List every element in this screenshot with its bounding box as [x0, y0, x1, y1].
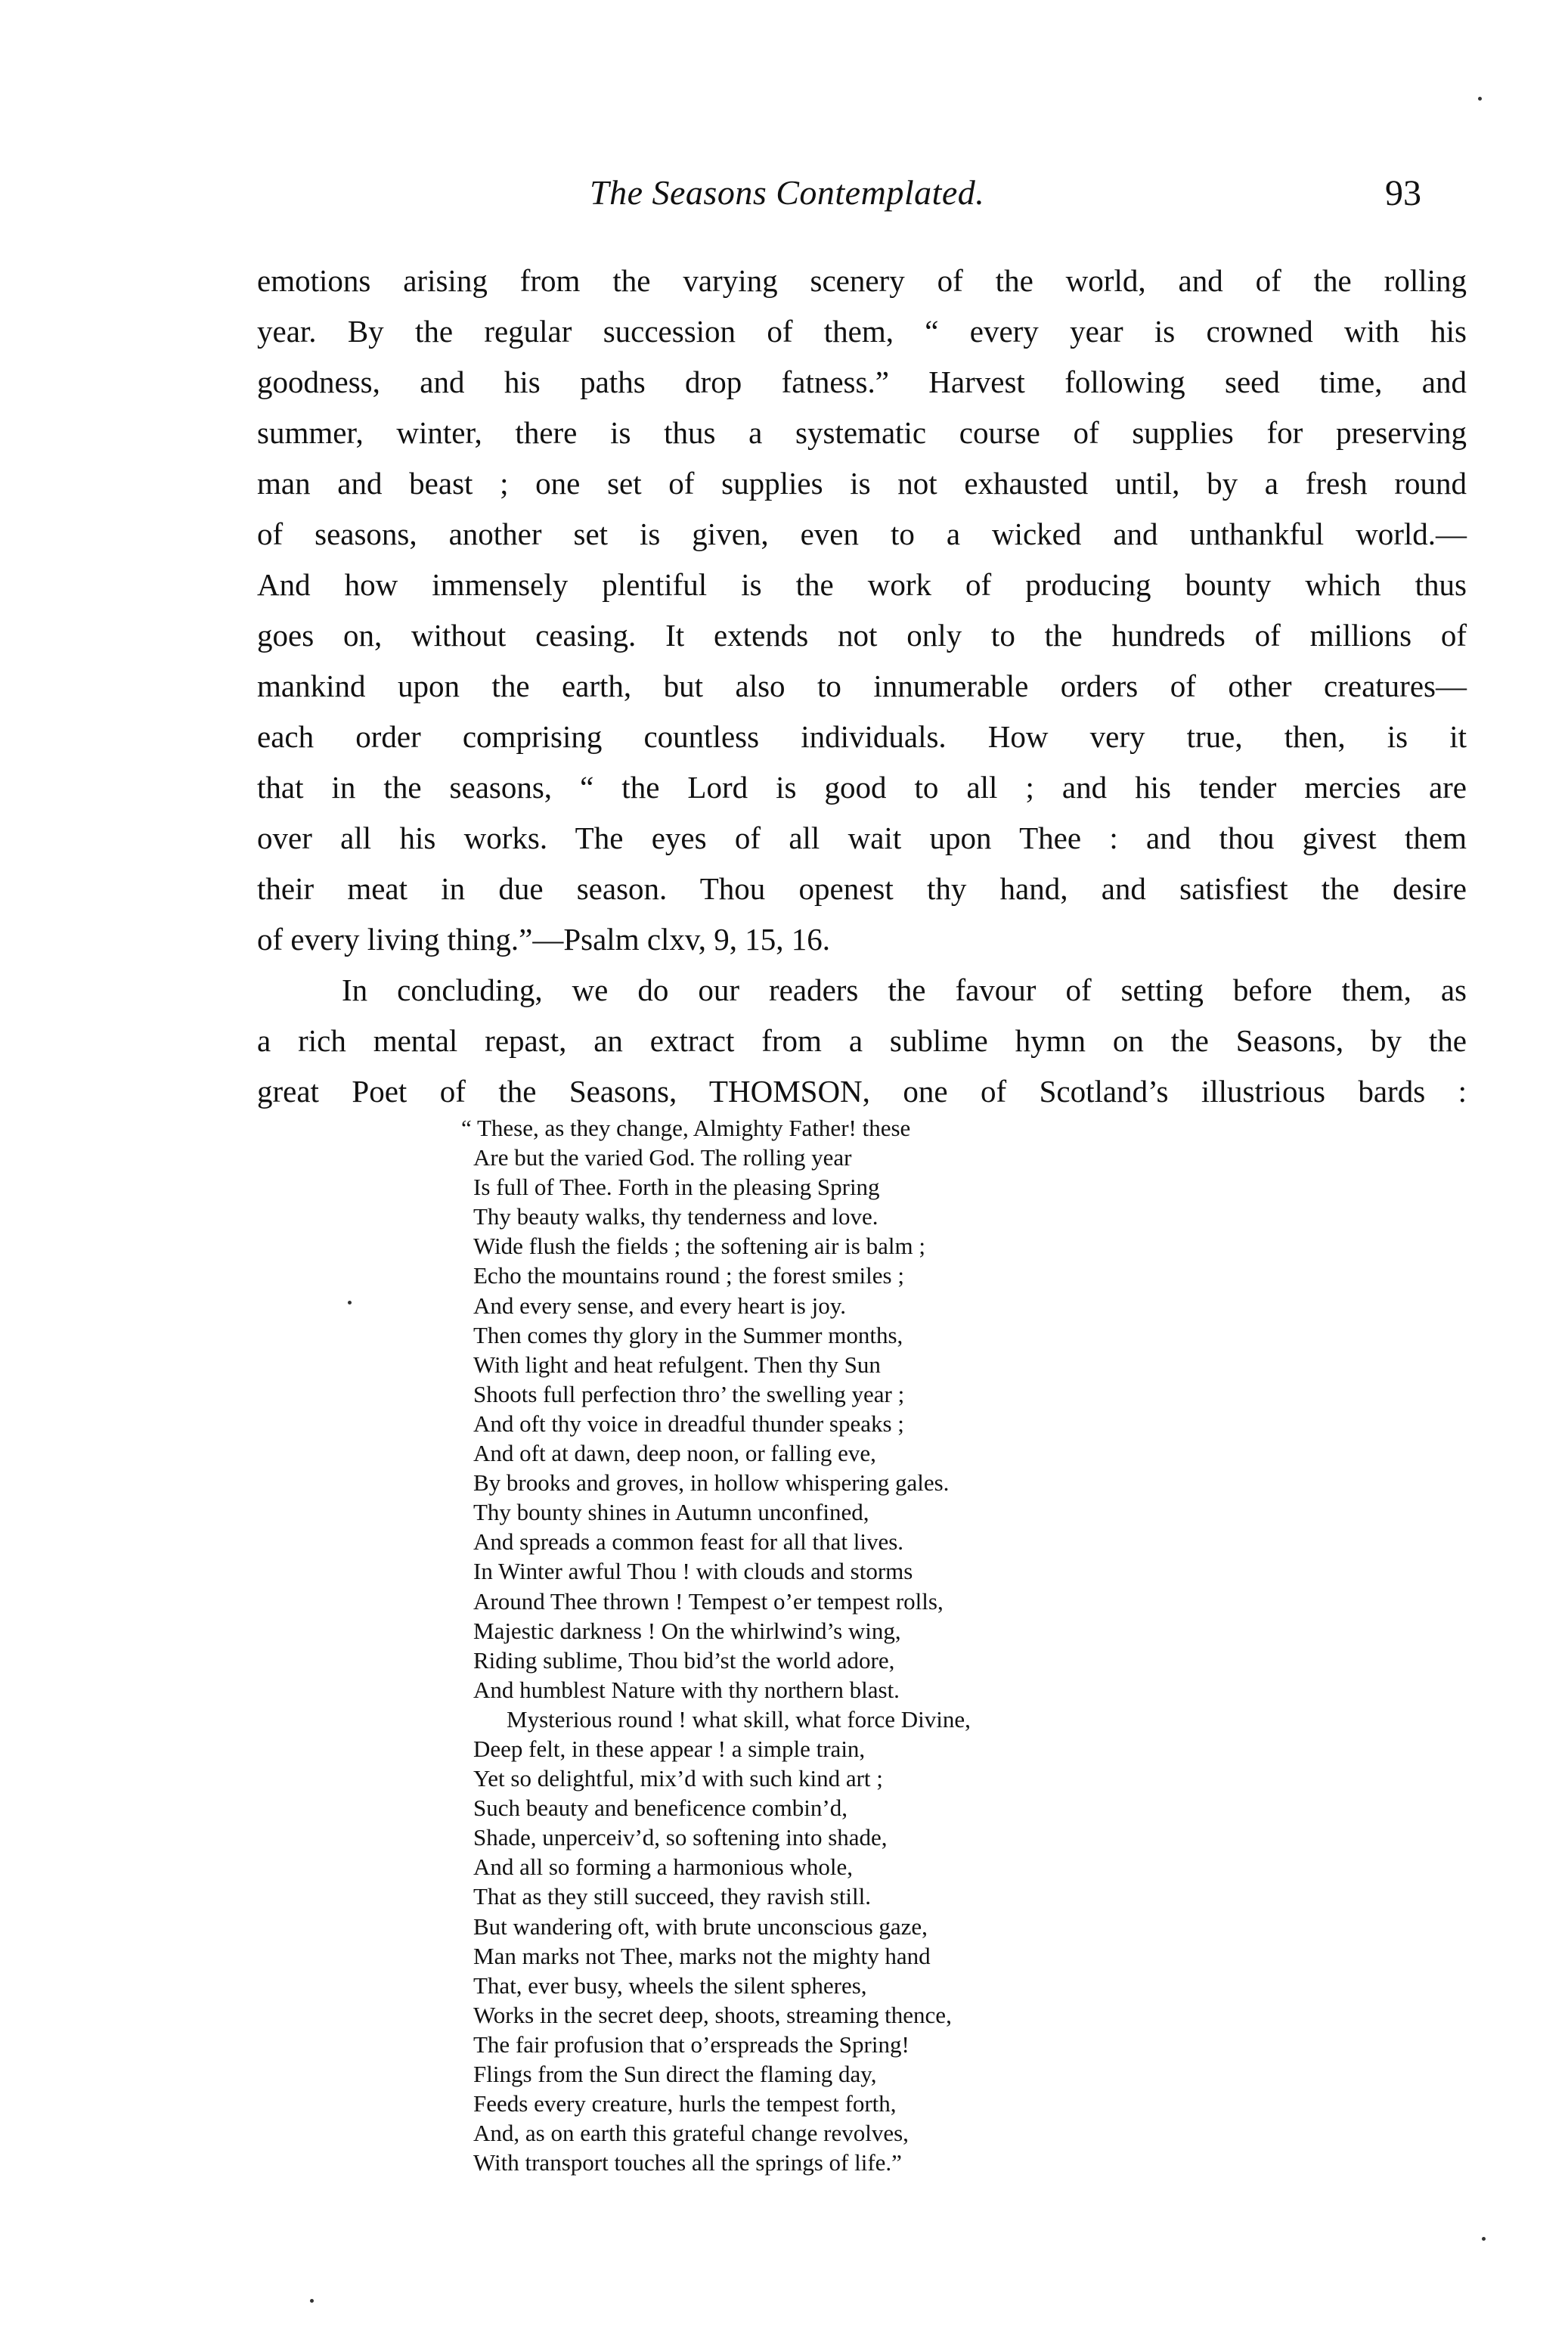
- prose-line: great Poet of the Seasons, THOMSON, one of Scotland’s illustrious bards :: [257, 1074, 1467, 1109]
- poem-line: Shade, unperceiv’d, so softening into shade,: [473, 1824, 888, 1851]
- prose-line: summer, winter, there is thus a systematic course of supplies for preserving: [257, 415, 1467, 450]
- prose-line: their meat in due season. Thou openest thy hand, and satisfiest the desire: [257, 871, 1467, 906]
- poem-extract: [461, 1113, 1305, 2177]
- poem-line: And every sense, and every heart is joy.: [473, 1292, 846, 1319]
- poem-line: And, as on earth this grateful change revolves,: [473, 2120, 909, 2147]
- poem-line: Flings from the Sun direct the flaming day,: [473, 2061, 877, 2087]
- poem-line: Yet so delightful, mix’d with such kind art ;: [473, 1765, 883, 1792]
- prose-line: of every living thing.”—Psalm clxv, 9, 15, 16.: [257, 922, 831, 957]
- prose-line: And how immensely plentiful is the work of producing bounty which thus: [257, 567, 1467, 602]
- poem-line: With light and heat refulgent. Then thy Sun: [473, 1351, 881, 1378]
- poem-line: And all so forming a harmonious whole,: [473, 1854, 853, 1881]
- poem-line: Shoots full perfection thro’ the swelling year ;: [473, 1380, 905, 1407]
- prose-body: [257, 256, 1467, 1117]
- poem-line: Echo the mountains round ; the forest smiles ;: [473, 1262, 904, 1289]
- scan-speck: [1478, 97, 1482, 101]
- prose-line: mankind upon the earth, but also to innumerable orders of other creatures—: [257, 669, 1467, 703]
- scan-speck: [1482, 2237, 1486, 2241]
- poem-line: With transport touches all the springs of life.”: [473, 2149, 902, 2176]
- prose-line: goodness, and his paths drop fatness.” Harvest following seed time, and: [257, 365, 1467, 399]
- poem-line: Works in the secret deep, shoots, streaming thence,: [473, 2001, 952, 2028]
- poem-line: Wide flush the fields ; the softening air is balm ;: [473, 1233, 925, 1260]
- poem-line: And oft thy voice in dreadful thunder speaks ;: [473, 1410, 904, 1437]
- poem-line: Are but the varied God. The rolling year: [473, 1144, 852, 1171]
- poem-line: That, ever busy, wheels the silent spheres,: [473, 1971, 867, 1999]
- prose-line: In concluding, we do our readers the favour of setting before them, as: [342, 973, 1467, 1007]
- poem-line: Majestic darkness ! On the whirlwind’s wing,: [473, 1617, 901, 1644]
- poem-line: That as they still succeed, they ravish still.: [473, 1883, 872, 1910]
- prose-line: emotions arising from the varying scenery of the world, and of the rolling: [257, 263, 1467, 298]
- poem-line: In Winter awful Thou ! with clouds and storms: [473, 1558, 913, 1585]
- poem-line: Feeds every creature, hurls the tempest forth,: [473, 2090, 897, 2117]
- poem-line: But wandering oft, with brute unconscious gaze,: [473, 1913, 928, 1940]
- prose-line: year. By the regular succession of them, “ every year is crowned with his: [257, 314, 1467, 349]
- poem-line: And oft at dawn, deep noon, or falling eve,: [473, 1440, 876, 1467]
- page-number: 93: [1385, 173, 1421, 213]
- prose-line: man and beast ; one set of supplies is not exhausted until, by a fresh round: [257, 466, 1467, 501]
- poem-line: Man marks not Thee, marks not the mighty hand: [473, 1942, 931, 1969]
- poem-line: Deep felt, in these appear ! a simple train,: [473, 1735, 866, 1762]
- poem-line: “ These, as they change, Almighty Father! these: [461, 1115, 911, 1141]
- poem-line: Thy beauty walks, thy tenderness and love.: [473, 1203, 879, 1230]
- poem-line: Then comes thy glory in the Summer months,: [473, 1321, 903, 1348]
- poem-line: Such beauty and beneficence combin’d,: [473, 1795, 848, 1822]
- poem-line: Mysterious round ! what skill, what force Divine,: [507, 1705, 971, 1733]
- poem-line: Is full of Thee. Forth in the pleasing Spring: [473, 1174, 880, 1201]
- prose-line: of seasons, another set is given, even to a wicked and unthankful world.—: [257, 517, 1467, 551]
- prose-line: over all his works. The eyes of all wait upon Thee : and thou givest them: [257, 821, 1467, 855]
- poem-line: Thy bounty shines in Autumn unconfined,: [473, 1499, 869, 1526]
- prose-line: that in the seasons, “ the Lord is good to all ; and his tender mercies are: [257, 770, 1467, 805]
- running-head: [257, 172, 1467, 218]
- prose-line: each order comprising countless individuals. How very true, then, is it: [257, 719, 1467, 754]
- poem-line: Riding sublime, Thou bid’st the world adore,: [473, 1646, 895, 1674]
- poem-line: And spreads a common feast for all that lives.: [473, 1528, 904, 1556]
- poem-line: The fair profusion that o’erspreads the Spring!: [473, 2030, 910, 2058]
- scan-speck: [310, 2299, 314, 2303]
- scan-speck: [348, 1301, 352, 1304]
- poem-line: Around Thee thrown ! Tempest o’er tempest rolls,: [473, 1587, 944, 1615]
- prose-line: a rich mental repast, an extract from a sublime hymn on the Seasons, by the: [257, 1023, 1467, 1058]
- poem-line: And humblest Nature with thy northern blast.: [473, 1676, 900, 1703]
- running-title: The Seasons Contemplated.: [590, 173, 985, 212]
- poem-line: By brooks and groves, in hollow whispering gales.: [473, 1469, 950, 1497]
- prose-line: goes on, without ceasing. It extends not only to the hundreds of millions of: [257, 618, 1467, 653]
